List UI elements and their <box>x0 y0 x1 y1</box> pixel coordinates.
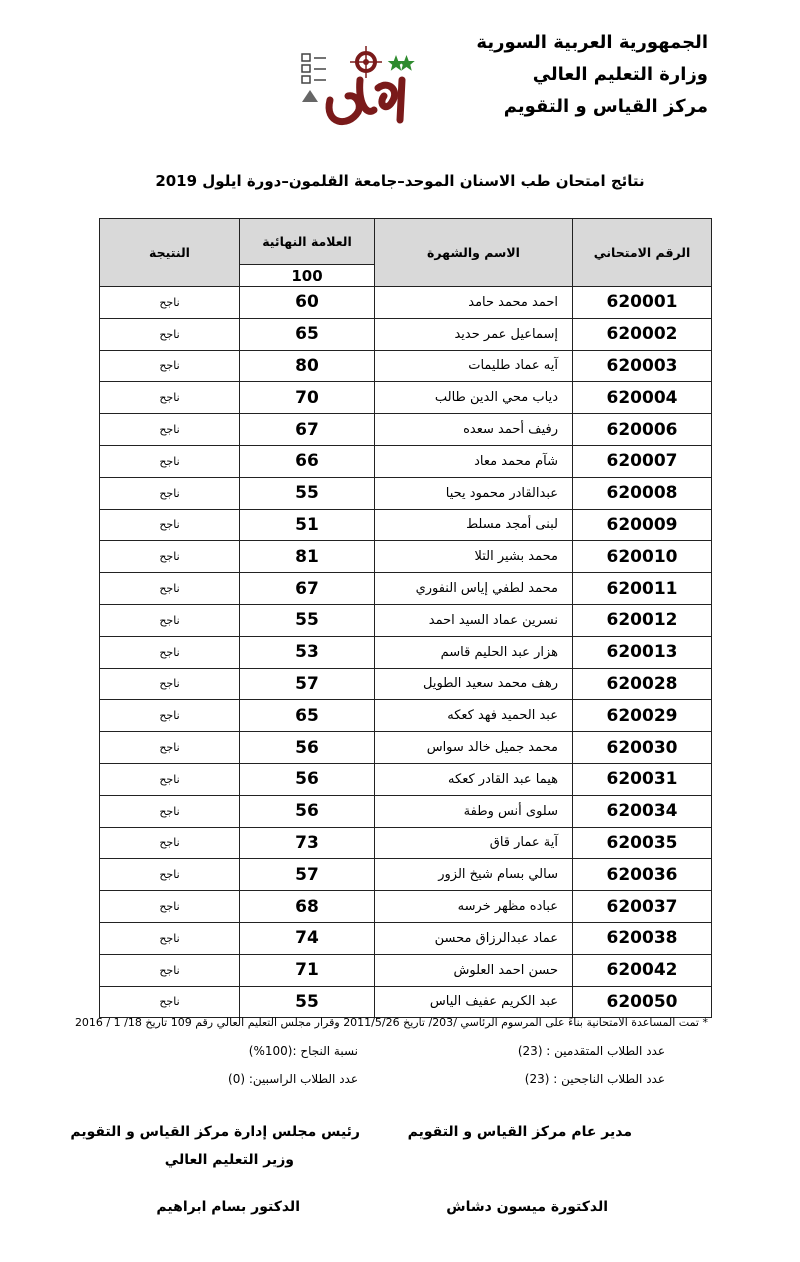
cell-result: ناجح <box>100 382 240 414</box>
cell-final-score: 55 <box>240 986 375 1018</box>
cell-exam-number: 620003 <box>573 350 712 382</box>
cell-student-name: احمد محمد حامد <box>375 287 573 319</box>
cell-exam-number: 620001 <box>573 287 712 319</box>
cell-final-score: 81 <box>240 541 375 573</box>
cell-result: ناجح <box>100 573 240 605</box>
cell-result: ناجح <box>100 763 240 795</box>
table-row <box>100 477 712 509</box>
cell-student-name: سلوى أنس وطفة <box>375 795 573 827</box>
cell-exam-number: 620011 <box>573 573 712 605</box>
cell-result: ناجح <box>100 509 240 541</box>
cell-exam-number: 620008 <box>573 477 712 509</box>
cell-student-name: محمد بشير التلا <box>375 541 573 573</box>
cell-final-score: 65 <box>240 700 375 732</box>
header-country: الجمهورية العربية السورية <box>476 32 708 53</box>
table-row <box>100 287 712 319</box>
cell-student-name: هزار عبد الحليم قاسم <box>375 636 573 668</box>
cell-student-name: محمد جميل خالد سواس <box>375 732 573 764</box>
cell-result: ناجح <box>100 891 240 923</box>
table-row <box>100 541 712 573</box>
table-row <box>100 763 712 795</box>
column-header-score-max: 100 <box>240 265 375 287</box>
cell-student-name: آية عمار قاق <box>375 827 573 859</box>
cell-final-score: 73 <box>240 827 375 859</box>
cell-final-score: 74 <box>240 922 375 954</box>
cell-student-name: سالي بسام شيخ الزور <box>375 859 573 891</box>
cell-exam-number: 620028 <box>573 668 712 700</box>
cell-result: ناجح <box>100 350 240 382</box>
table-row <box>100 859 712 891</box>
director-title: مدير عام مركز القياس و التقويم <box>407 1124 632 1140</box>
cell-exam-number: 620013 <box>573 636 712 668</box>
cell-result: ناجح <box>100 541 240 573</box>
cell-final-score: 67 <box>240 573 375 605</box>
cell-exam-number: 620038 <box>573 922 712 954</box>
cell-exam-number: 620010 <box>573 541 712 573</box>
cell-exam-number: 620006 <box>573 414 712 446</box>
cell-final-score: 71 <box>240 954 375 986</box>
cell-student-name: محمد لطفي إياس النفوري <box>375 573 573 605</box>
cell-final-score: 80 <box>240 350 375 382</box>
cell-exam-number: 620036 <box>573 859 712 891</box>
chair-name: الدكتور بسام ابراهيم <box>156 1199 300 1215</box>
cell-result: ناجح <box>100 827 240 859</box>
table-row <box>100 350 712 382</box>
cell-student-name: عبد الحميد فهد كعكه <box>375 700 573 732</box>
cell-exam-number: 620004 <box>573 382 712 414</box>
column-header-name: الاسم والشهرة <box>375 219 573 287</box>
cell-exam-number: 620050 <box>573 986 712 1018</box>
table-row <box>100 891 712 923</box>
cell-result: ناجح <box>100 954 240 986</box>
cell-final-score: 70 <box>240 382 375 414</box>
stat-passed: عدد الطلاب الناجحين : (23) <box>524 1072 665 1086</box>
director-name: الدكتورة ميسون دشاش <box>446 1199 608 1215</box>
cell-student-name: دياب محي الدين طالب <box>375 382 573 414</box>
cell-student-name: عبد الكريم عفيف الياس <box>375 986 573 1018</box>
cell-final-score: 55 <box>240 477 375 509</box>
table-row <box>100 954 712 986</box>
cell-student-name: رفيف أحمد سعده <box>375 414 573 446</box>
table-row <box>100 573 712 605</box>
cell-exam-number: 620037 <box>573 891 712 923</box>
table-row <box>100 509 712 541</box>
cell-student-name: عماد عبدالرزاق محسن <box>375 922 573 954</box>
cell-student-name: إسماعيل عمر حديد <box>375 318 573 350</box>
table-row <box>100 382 712 414</box>
cell-exam-number: 620035 <box>573 827 712 859</box>
cell-result: ناجح <box>100 445 240 477</box>
cell-result: ناجح <box>100 986 240 1018</box>
table-row <box>100 414 712 446</box>
cell-final-score: 68 <box>240 891 375 923</box>
cell-final-score: 57 <box>240 668 375 700</box>
cell-exam-number: 620042 <box>573 954 712 986</box>
table-row <box>100 986 712 1018</box>
cell-exam-number: 620031 <box>573 763 712 795</box>
cell-result: ناجح <box>100 732 240 764</box>
cell-result: ناجح <box>100 604 240 636</box>
table-row <box>100 922 712 954</box>
cell-exam-number: 620007 <box>573 445 712 477</box>
cell-exam-number: 620012 <box>573 604 712 636</box>
cell-final-score: 67 <box>240 414 375 446</box>
cell-student-name: رهف محمد سعيد الطويل <box>375 668 573 700</box>
cell-result: ناجح <box>100 859 240 891</box>
page-title: نتائج امتحان طب الاسنان الموحد–جامعة القلمون–دورة ايلول 2019 <box>155 172 645 190</box>
cell-final-score: 56 <box>240 795 375 827</box>
chair-title-minister: وزير التعليم العالي <box>164 1152 294 1168</box>
cell-final-score: 55 <box>240 604 375 636</box>
cell-result: ناجح <box>100 477 240 509</box>
table-row <box>100 445 712 477</box>
cell-student-name: حسن احمد العلوش <box>375 954 573 986</box>
table-row <box>100 636 712 668</box>
table-row <box>100 795 712 827</box>
cell-exam-number: 620002 <box>573 318 712 350</box>
cell-result: ناجح <box>100 700 240 732</box>
cell-student-name: عبدالقادر محمود يحيا <box>375 477 573 509</box>
results-table <box>99 218 712 1018</box>
cell-exam-number: 620009 <box>573 509 712 541</box>
cell-result: ناجح <box>100 636 240 668</box>
table-row <box>100 700 712 732</box>
table-row <box>100 604 712 636</box>
cell-final-score: 66 <box>240 445 375 477</box>
table-row <box>100 668 712 700</box>
cell-final-score: 56 <box>240 732 375 764</box>
cell-student-name: آيه عماد طليمات <box>375 350 573 382</box>
cell-final-score: 56 <box>240 763 375 795</box>
cell-student-name: شآم محمد معاد <box>375 445 573 477</box>
cell-student-name: نسرين عماد السيد احمد <box>375 604 573 636</box>
cell-student-name: عباده مظهر خرسه <box>375 891 573 923</box>
cell-result: ناجح <box>100 922 240 954</box>
chair-title: رئيس مجلس إدارة مركز القياس و التقويم <box>70 1124 360 1140</box>
cell-exam-number: 620029 <box>573 700 712 732</box>
cell-result: ناجح <box>100 318 240 350</box>
cell-final-score: 53 <box>240 636 375 668</box>
header-ministry: وزارة التعليم العالي <box>532 64 708 85</box>
column-header-result: النتيجة <box>100 219 240 287</box>
stat-applicants: عدد الطلاب المتقدمين : (23) <box>517 1044 665 1058</box>
column-header-id: الرقم الامتحاني <box>573 219 712 287</box>
cell-exam-number: 620030 <box>573 732 712 764</box>
cell-final-score: 65 <box>240 318 375 350</box>
cell-result: ناجح <box>100 795 240 827</box>
stat-failed: عدد الطلاب الراسبين: (0) <box>228 1072 358 1086</box>
cell-result: ناجح <box>100 287 240 319</box>
cell-result: ناجح <box>100 668 240 700</box>
cell-result: ناجح <box>100 414 240 446</box>
cell-final-score: 51 <box>240 509 375 541</box>
table-row <box>100 318 712 350</box>
cell-exam-number: 620034 <box>573 795 712 827</box>
cell-final-score: 60 <box>240 287 375 319</box>
cell-final-score: 57 <box>240 859 375 891</box>
stat-pass-rate: نسبة النجاح :(100%) <box>248 1044 358 1058</box>
header-center: مركز القياس و التقويم <box>503 96 708 117</box>
cell-student-name: هيما عبد القادر كعكه <box>375 763 573 795</box>
column-header-score: العلامة النهائية <box>240 219 375 265</box>
ministry-logo-icon <box>300 40 428 128</box>
table-row <box>100 732 712 764</box>
table-row <box>100 827 712 859</box>
footnote: * تمت المساعدة الامتحانية بناءً على المرسوم الرئاسي /203/ تاريخ 2011/5/26 وقرار مجلس التعليم العالي رقم 109 تاريخ 18/ 1 / 2016 <box>74 1016 708 1029</box>
cell-student-name: لبنى أمجد مسلط <box>375 509 573 541</box>
